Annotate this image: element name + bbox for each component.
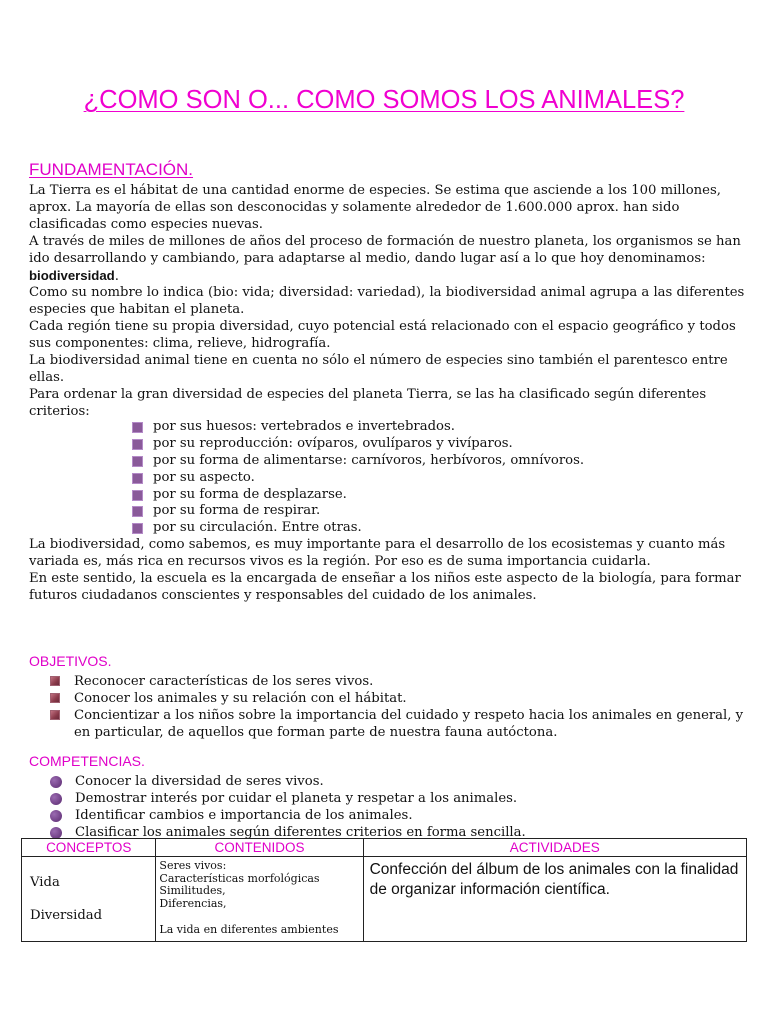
biodiversidad-term: biodiversidad [29,267,115,283]
paragraph-text: A través de miles de millones de años del proceso de formación de nuestro planeta, los organismos se han ido desarrollando y cambiando, para adaptarse al medio, dando lugar así a lo que hoy denominamos: [29,233,741,266]
content-item: Diferencias, [159,896,227,910]
round-bullet-icon [50,827,62,839]
list-item-text: por sus huesos: vertebrados e invertebrados. [153,419,455,434]
document-title: ¿COMO SON O... COMO SOMOS LOS ANIMALES? [83,86,685,114]
square-bullet-icon [132,439,143,450]
fundamentacion-text [29,183,749,421]
round-bullet-icon [50,793,62,805]
contenidos-cell [156,857,363,942]
list-item [132,520,584,537]
list-item [132,453,584,470]
list-item-text: Conocer los animales y su relación con el hábitat. [74,691,407,706]
flag-bullet-icon [50,693,60,703]
list-item [50,773,526,790]
paragraph-text: . [114,268,119,284]
list-item-text: por su reproducción: ovíparos, ovulíparos y vivíparos. [153,435,513,451]
list-item [132,419,584,436]
paragraph: La biodiversidad, como sabemos, es muy importante para el desarrollo de los ecosistemas y cuanto más variada es, más rica en recursos vivos es la región. Por eso es de suma importancia cuidarla. [29,537,726,569]
content-item: Similitudes, [159,884,226,897]
round-bullet-icon [50,810,62,822]
list-item-text: por su forma de alimentarse: carnívoros, herbívoros, omnívoros. [153,452,585,468]
square-bullet-icon [132,523,143,534]
list-item-text: por su aspecto. [153,469,255,485]
paragraph: La biodiversidad animal tiene en cuenta no sólo el número de especies sino también el parentesco entre ellas. [29,353,728,385]
concept-item: Vida [30,875,60,890]
list-item-text: por su forma de desplazarse. [153,486,347,502]
competencias-heading: COMPETENCIAS. [29,753,145,769]
column-header-conceptos: CONCEPTOS [22,839,156,857]
list-item [50,690,750,707]
list-item-text: por su circulación. Entre otras. [153,520,362,536]
square-bullet-icon [132,422,143,433]
objetivos-heading: OBJETIVOS. [29,653,112,669]
list-item [50,707,750,741]
list-item-text: Demostrar interés por cuidar el planeta y respetar a los animales. [75,791,518,806]
list-item-text: Reconocer características de los seres vivos. [74,674,374,689]
table-row [22,857,747,942]
list-item [50,673,750,690]
paragraph: Cada región tiene su propia diversidad, cuyo potencial está relacionado con el espacio geográfico y todos sus componentes: clima, relieve, hidrografía. [29,319,736,352]
table-header-row [22,839,747,857]
flag-bullet-icon [50,676,60,686]
round-bullet-icon [50,776,62,788]
paragraph: Para ordenar la gran diversidad de especies del planeta Tierra, se las ha clasificado según diferentes criterios: [29,386,707,419]
list-item [50,807,526,824]
list-item-text: Conocer la diversidad de seres vivos. [75,774,324,789]
square-bullet-icon [132,456,143,467]
conceptos-cell [22,857,156,942]
list-item [132,470,584,487]
content-item: Características morfológicas [159,871,320,885]
list-item-text: Clasificar los animales según diferentes criterios en forma sencilla. [75,825,526,840]
criterios-list [132,419,584,537]
planning-table [21,838,747,942]
list-item [132,503,584,520]
list-item-text: Concientizar a los niños sobre la importancia del cuidado y respeto hacia los animales en general, y en particular, de aquellos que forman parte de nuestra fauna autóctona. [74,708,744,740]
square-bullet-icon [132,506,143,517]
list-item-text: por su forma de respirar. [153,503,321,519]
column-header-contenidos: CONTENIDOS [156,839,363,857]
objetivos-list [50,673,750,741]
square-bullet-icon [132,490,143,501]
paragraph [29,234,749,286]
flag-bullet-icon [50,710,60,720]
list-item [132,436,584,453]
paragraph: Como su nombre lo indica (bio: vida; diversidad: variedad), la biodiversidad animal agrupa a las diferentes especies que habitan el planeta. [29,285,745,318]
fundamentacion-heading: FUNDAMENTACIÓN. [29,160,194,179]
paragraph: En este sentido, la escuela es la encargada de enseñar a los niños este aspecto de la biología, para formar futuros ciudadanos conscientes y responsables del cuidado de los animales. [29,570,741,603]
fundamentacion-closing-text [29,537,749,605]
paragraph: La Tierra es el hábitat de una cantidad enorme de especies. Se estima que asciende a los 100 millones, aprox. La mayoría de ellas son desconocidas y solamente alrededor de 1.600.000 aprox. han sido clasificadas como especies nuevas. [29,183,721,232]
column-header-actividades: ACTIVIDADES [363,839,746,857]
actividades-cell: Confección del álbum de los animales con la finalidad de organizar información científica. [363,857,746,942]
list-item [50,790,526,807]
content-item: La vida en diferentes ambientes [159,923,339,936]
list-item-text: Identificar cambios e importancia de los animales. [75,808,413,823]
competencias-list [50,773,526,841]
content-item: Seres vivos: [159,859,227,872]
concept-item: Diversidad [30,908,103,923]
square-bullet-icon [132,473,143,484]
list-item [132,487,584,504]
